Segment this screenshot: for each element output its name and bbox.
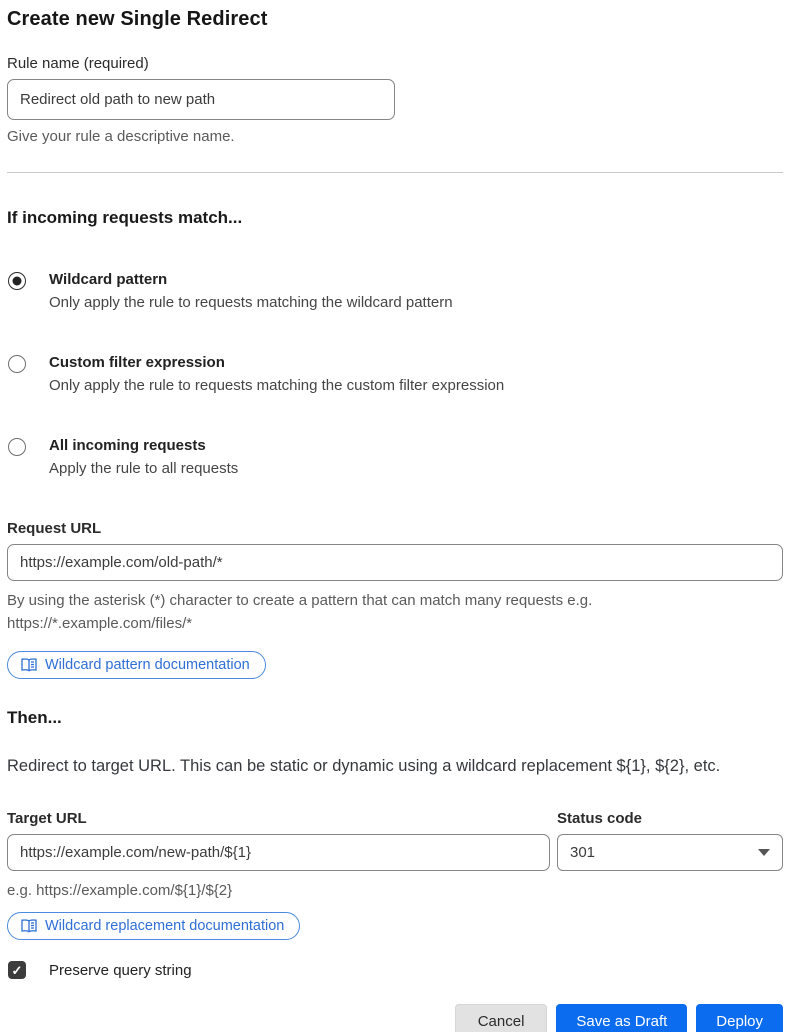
radio-option-all-requests[interactable]	[7, 437, 783, 477]
radio-button-selected[interactable]	[8, 272, 26, 290]
target-url-label: Target URL	[7, 810, 87, 827]
request-url-input[interactable]	[7, 544, 783, 581]
status-code-value: 301	[570, 844, 596, 861]
rule-name-input[interactable]	[7, 79, 395, 120]
request-url-field	[7, 520, 783, 635]
rule-name-label: Rule name (required)	[7, 55, 149, 72]
book-icon	[21, 658, 37, 672]
save-as-draft-button[interactable]: Save as Draft	[556, 1004, 687, 1032]
radio-button[interactable]	[8, 355, 26, 373]
book-icon	[21, 919, 37, 933]
radio-description: Only apply the rule to requests matching the custom filter expression	[49, 377, 505, 394]
rule-name-field	[7, 55, 783, 148]
radio-option-wildcard-pattern[interactable]	[7, 271, 783, 311]
section-divider	[7, 172, 783, 173]
doc-button-label: Wildcard pattern documentation	[45, 656, 250, 673]
radio-label: All incoming requests	[49, 437, 206, 454]
request-url-help-line1: By using the asterisk (*) character to create a pattern that can match many requests e.g.	[7, 592, 593, 609]
match-section-heading: If incoming requests match...	[7, 208, 243, 227]
request-url-label: Request URL	[7, 520, 102, 537]
deploy-button[interactable]: Deploy	[696, 1004, 783, 1032]
doc-button-label: Wildcard replacement documentation	[45, 917, 285, 934]
radio-label: Custom filter expression	[49, 354, 225, 371]
preserve-query-row[interactable]	[7, 961, 783, 979]
then-description: Redirect to target URL. This can be static or dynamic using a wildcard replacement ${1}, ${2}, etc.	[7, 757, 721, 775]
then-section-heading: Then...	[7, 708, 62, 727]
status-code-field	[557, 810, 783, 902]
status-code-label: Status code	[557, 810, 643, 827]
target-url-input[interactable]	[7, 834, 550, 871]
target-status-row	[7, 810, 783, 902]
radio-button[interactable]	[8, 438, 26, 456]
page-title: Create new Single Redirect	[7, 8, 268, 30]
request-url-help-line2: https://*.example.com/files/*	[7, 615, 193, 632]
radio-label: Wildcard pattern	[49, 271, 168, 288]
target-url-field	[7, 810, 550, 902]
radio-description: Only apply the rule to requests matching the wildcard pattern	[49, 294, 453, 311]
preserve-query-label: Preserve query string	[49, 961, 192, 979]
wildcard-pattern-docs-button[interactable]	[7, 651, 266, 679]
rule-name-help: Give your rule a descriptive name.	[7, 128, 235, 145]
status-code-select[interactable]	[557, 834, 783, 871]
radio-option-custom-filter[interactable]	[7, 354, 783, 394]
target-url-help: e.g. https://example.com/${1}/${2}	[7, 882, 233, 899]
preserve-query-checkbox[interactable]: ✓	[8, 961, 26, 979]
chevron-down-icon	[758, 849, 770, 856]
cancel-button[interactable]: Cancel	[455, 1004, 548, 1032]
radio-description: Apply the rule to all requests	[49, 460, 239, 477]
wildcard-replacement-docs-button[interactable]	[7, 912, 300, 940]
footer-actions	[7, 1004, 783, 1032]
